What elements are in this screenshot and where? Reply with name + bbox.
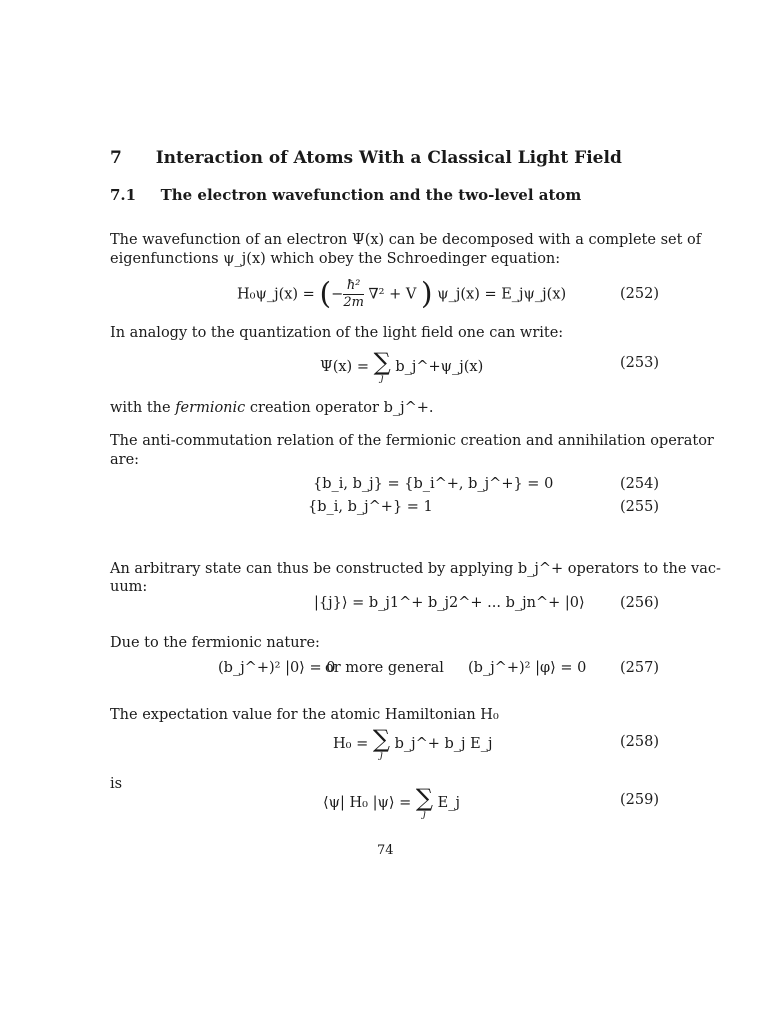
paragraph-line: are: (110, 452, 140, 468)
equation-middle: ∇² + V (368, 286, 417, 303)
sum-operator (374, 350, 391, 384)
paragraph-line: The anti-commutation relation of the fermionic creation and annihilation operator (110, 433, 714, 449)
equation-lhs: H₀ψ_j(x) = (237, 286, 315, 303)
equation-rhs: ψ_j(x) = E_jψ_j(x) (437, 286, 567, 303)
paragraph-line: is (110, 776, 123, 792)
page-number: 74 (377, 843, 394, 858)
equation-number: (257) (620, 660, 659, 676)
paragraph-prefix: with the (110, 400, 171, 416)
paragraph-line: eigenfunctions ψ_j(x) which obey the Schroedinger equation: (110, 251, 561, 267)
fraction-denominator: 2m (343, 295, 364, 310)
equation-number: (252) (620, 286, 659, 302)
equation-number: (259) (620, 792, 659, 808)
equation-lhs: Ψ(x) = (320, 359, 369, 375)
equation-number: (255) (620, 499, 659, 515)
equation-lhs: ⟨ψ| H₀ |ψ⟩ = (323, 795, 412, 811)
sum-index: j (380, 373, 384, 384)
sigma-icon: ∑ (372, 725, 390, 753)
sigma-icon: ∑ (415, 784, 434, 812)
equation-257-middle: or more general (325, 660, 444, 676)
section-title: Interaction of Atoms With a Classical Light Field (155, 148, 622, 168)
emphasis-text: fermionic (175, 400, 246, 416)
equation-256: |{j}⟩ = b_j1^+ b_j2^+ ... b_jn^+ |0⟩ (314, 595, 585, 611)
paragraph-line: An arbitrary state can thus be constructed by applying b_j^+ operators to the vac- (110, 561, 721, 577)
subsection-number: 7.1 (110, 186, 137, 204)
equation-258 (333, 727, 492, 761)
sum-index: j (422, 809, 426, 820)
equation-rhs: b_j^+ b_j E_j (394, 736, 493, 752)
subsection-heading (110, 186, 581, 204)
equation-number: (254) (620, 476, 659, 492)
paragraph-line: In analogy to the quantization of the light field one can write: (110, 325, 564, 341)
paragraph-line: uum: (110, 579, 148, 595)
left-paren-icon: ( (319, 276, 332, 312)
section-heading (110, 148, 622, 168)
equation-252: H₀ψ_j(x) = (− $\frac{\text{ħ²}}{2m}$ ∇² + V ) ψ_j(x) = E_jψ_j(x) (237, 276, 567, 312)
sum-operator (416, 786, 433, 820)
subsection-title: The electron wavefunction and the two-level atom (160, 186, 582, 204)
equation-number: (256) (620, 595, 659, 611)
equation-rhs: b_j^+ψ_j(x) (395, 359, 484, 375)
fraction-numerator: ħ² (343, 278, 364, 295)
equation-rhs: E_j (437, 795, 460, 811)
paragraph-line (110, 399, 434, 418)
sigma-icon: ∑ (373, 348, 391, 376)
sum-index: j (379, 750, 383, 761)
sum-operator (373, 727, 390, 761)
equation-number: (253) (620, 355, 659, 371)
paragraph-line: The wavefunction of an electron Ψ(x) can be decomposed with a complete set of (110, 232, 702, 248)
equation-255: {b_i, b_j^+} = 1 (308, 499, 433, 515)
paragraph-line: Due to the fermionic nature: (110, 635, 320, 651)
fraction (343, 278, 364, 311)
paragraph-line: The expectation value for the atomic Hamiltonian H₀ (110, 707, 499, 723)
equation-lhs: H₀ = (333, 736, 369, 752)
equation-254: {b_i, b_j} = {b_i^+, b_j^+} = 0 (313, 476, 554, 492)
equation-number: (258) (620, 734, 659, 750)
equation-257-left: (b_j^+)² |0⟩ = 0 (218, 660, 336, 676)
equation-257-right: (b_j^+)² |φ⟩ = 0 (468, 660, 587, 676)
right-paren-icon: ) (420, 276, 433, 312)
paragraph-suffix: creation operator b_j^+. (249, 400, 434, 416)
section-number: 7 (110, 148, 122, 168)
equation-253 (320, 350, 483, 384)
equation-259 (323, 786, 460, 820)
